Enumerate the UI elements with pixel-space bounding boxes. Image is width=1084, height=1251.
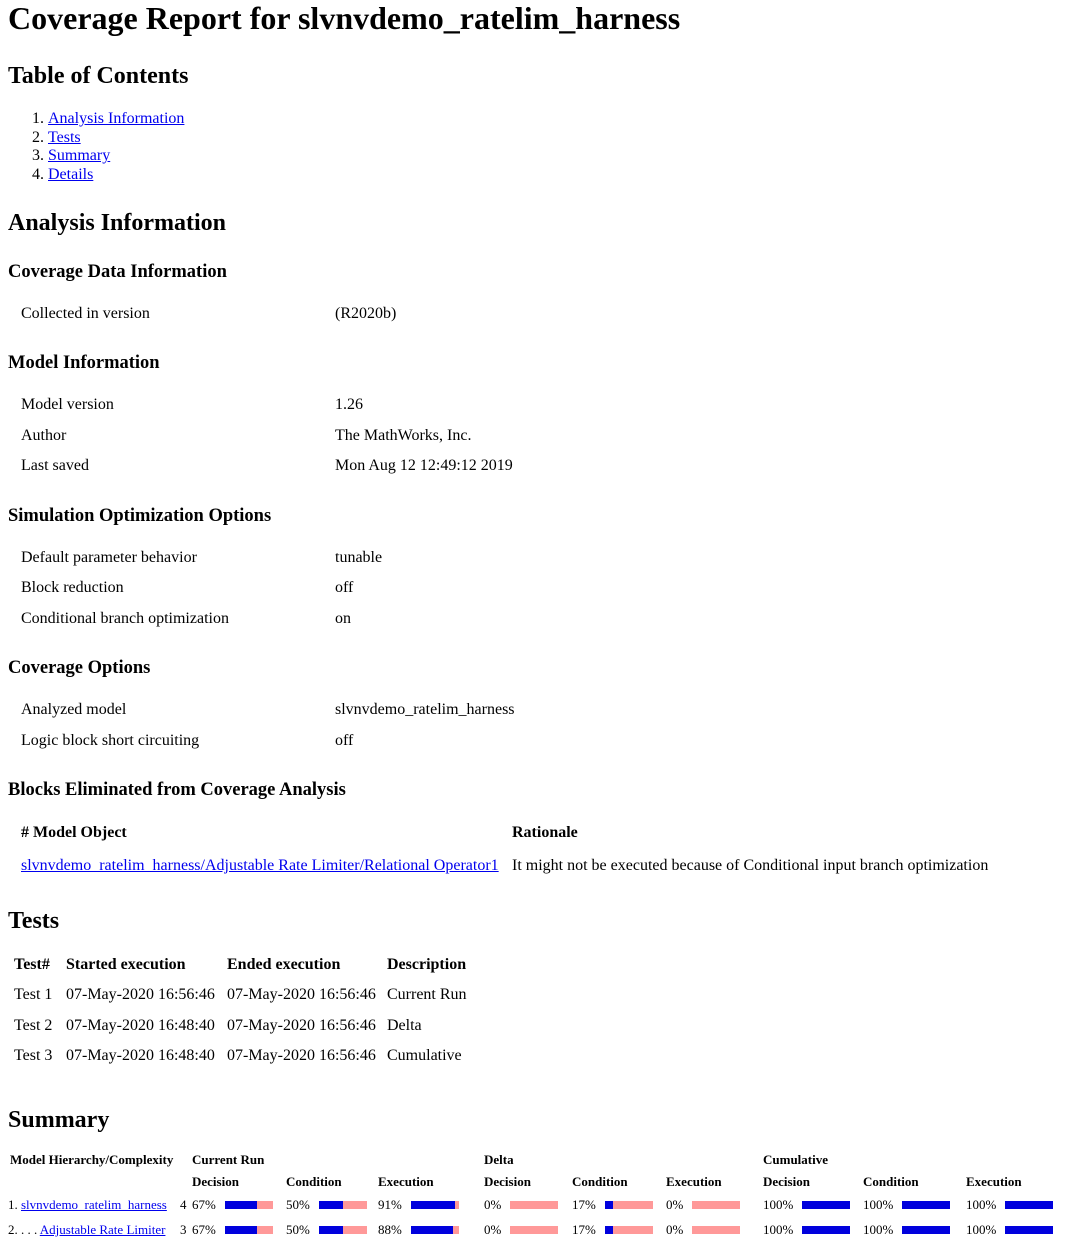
tests-cell: 07-May-2020 16:48:40 (66, 1046, 215, 1064)
metric-cell (666, 1193, 763, 1218)
info-row (21, 299, 396, 329)
metric (572, 1223, 666, 1238)
info-value: (R2020b) (335, 304, 397, 322)
analysis-sections (8, 262, 1084, 757)
metric (192, 1223, 286, 1238)
coverage-bar (802, 1226, 850, 1234)
info-label: Block reduction (21, 579, 124, 597)
info-value: The MathWorks, Inc. (335, 426, 472, 444)
tests-section-heading: Tests (8, 908, 60, 935)
summary-metric-header: Execution (378, 1173, 434, 1189)
metric (966, 1223, 1061, 1238)
coverage-bar-fill (319, 1226, 343, 1234)
metric-cell (192, 1193, 286, 1218)
metric-percent: 0% (484, 1196, 502, 1212)
coverage-bar (902, 1201, 950, 1209)
metric-percent: 100% (763, 1221, 794, 1237)
coverage-bar-fill (1005, 1201, 1053, 1209)
info-row (21, 604, 382, 634)
info-table-body (21, 299, 396, 329)
info-label: Logic block short circuiting (21, 731, 200, 749)
metric-percent: 100% (966, 1221, 997, 1237)
info-value: off (335, 579, 354, 597)
summary-metric-header: Condition (572, 1173, 628, 1189)
info-value: 1.26 (335, 396, 363, 414)
info-value: slvnvdemo_ratelim_harness (335, 701, 515, 719)
info-row (21, 421, 513, 451)
tests-cell: Current Run (387, 986, 467, 1004)
toc-item (48, 110, 1084, 128)
toc-item (48, 129, 1084, 147)
metric-cell (966, 1218, 1061, 1243)
hierarchy-prefix: 2. . . . (8, 1221, 38, 1237)
info-table (21, 543, 382, 634)
hierarchy-prefix: 1. (8, 1196, 18, 1212)
metric-percent: 100% (763, 1196, 794, 1212)
metric-percent: 100% (863, 1221, 894, 1237)
metric-percent: 50% (286, 1196, 310, 1212)
coverage-bar-fill (1005, 1226, 1053, 1234)
metric-percent: 67% (192, 1221, 216, 1237)
info-label: Analyzed model (21, 701, 127, 719)
tests-row (14, 1041, 475, 1071)
coverage-bar (225, 1201, 273, 1209)
coverage-bar (605, 1201, 653, 1209)
coverage-bar (605, 1226, 653, 1234)
coverage-bar-fill (902, 1226, 950, 1234)
summary-section-heading: Summary (8, 1107, 110, 1134)
metric (378, 1198, 484, 1213)
metric-cell (763, 1193, 863, 1218)
summary-metric-header: Decision (192, 1173, 239, 1189)
summary-group-header: Cumulative (763, 1151, 828, 1167)
summary-hierarchy-cell (8, 1218, 180, 1243)
info-row (21, 695, 515, 725)
metric-cell (378, 1218, 484, 1243)
blocks-eliminated-table (21, 817, 1000, 882)
info-value: on (335, 609, 351, 627)
coverage-bar (225, 1226, 273, 1234)
tests-table (14, 950, 475, 1072)
metric-percent: 17% (572, 1221, 596, 1237)
coverage-bar (692, 1201, 740, 1209)
tests-cell: 07-May-2020 16:56:46 (66, 986, 215, 1004)
metric-cell (666, 1218, 763, 1243)
metric-cell (286, 1218, 378, 1243)
coverage-bar (411, 1226, 459, 1234)
metric-percent: 0% (484, 1221, 502, 1237)
info-table (21, 695, 515, 756)
complexity-cell: 3 (180, 1221, 187, 1237)
metric (192, 1198, 286, 1213)
coverage-bar (510, 1226, 558, 1234)
metric-percent: 100% (863, 1196, 894, 1212)
tests-cell: Test 2 (14, 1016, 53, 1034)
metric-cell (966, 1193, 1061, 1218)
metric-cell (863, 1193, 966, 1218)
metric-cell (763, 1218, 863, 1243)
toc-heading: Table of Contents (8, 62, 189, 89)
metric-percent: 91% (378, 1196, 402, 1212)
metric-percent: 88% (378, 1221, 402, 1237)
coverage-bar-fill (225, 1201, 257, 1209)
blocks-model-object-cell (21, 850, 512, 882)
tests-cell: 07-May-2020 16:56:46 (227, 1046, 376, 1064)
tests-cell: Cumulative (387, 1046, 462, 1064)
summary-metric-header: Condition (286, 1173, 342, 1189)
summary-metric-header: Condition (863, 1173, 919, 1189)
blocks-rationale-cell: It might not be executed because of Conditional input branch optimization (512, 856, 989, 874)
metric-cell (572, 1218, 666, 1243)
info-label: Collected in version (21, 304, 150, 322)
toc-item (48, 166, 1084, 184)
subsection-heading: Model Information (8, 353, 160, 374)
metric (763, 1198, 863, 1213)
tests-column-header: Started execution (66, 955, 186, 973)
blocks-eliminated-heading: Blocks Eliminated from Coverage Analysis (8, 780, 346, 801)
metric-percent: 50% (286, 1221, 310, 1237)
metric (286, 1223, 378, 1238)
summary-group-header: Delta (484, 1151, 514, 1167)
metric (484, 1198, 572, 1213)
info-label: Default parameter behavior (21, 548, 197, 566)
coverage-bar (411, 1201, 459, 1209)
summary-metric-header: Execution (666, 1173, 722, 1189)
tests-row (14, 1011, 475, 1041)
blocks-header-row (21, 817, 1000, 849)
hierarchy-link[interactable]: slvnvdemo_ratelim_harness (21, 1196, 167, 1212)
summary-metric-header: Execution (966, 1173, 1022, 1189)
toc-item (48, 147, 1084, 165)
toc-link[interactable]: Tests (48, 128, 81, 146)
subsection-heading: Coverage Options (8, 658, 151, 679)
coverage-bar-fill (411, 1226, 453, 1234)
metric (763, 1223, 863, 1238)
info-value: tunable (335, 548, 383, 566)
info-label: Author (21, 426, 67, 444)
metric-cell (286, 1193, 378, 1218)
coverage-bar-fill (225, 1226, 257, 1234)
info-table-body (21, 543, 382, 634)
info-value: Mon Aug 12 12:49:12 2019 (335, 457, 513, 475)
coverage-bar-fill (319, 1201, 343, 1209)
coverage-bar-fill (802, 1226, 850, 1234)
summary-table (8, 1149, 1061, 1243)
tests-column-header: Description (387, 955, 467, 973)
metric-cell (484, 1218, 572, 1243)
subsection-heading: Coverage Data Information (8, 261, 227, 282)
info-table (21, 299, 396, 329)
tests-column-header: Test# (14, 955, 50, 973)
metric-percent: 0% (666, 1196, 684, 1212)
tests-cell: 07-May-2020 16:56:46 (227, 1016, 376, 1034)
metric (484, 1223, 572, 1238)
coverage-bar-fill (902, 1201, 950, 1209)
metric (863, 1223, 966, 1238)
page-title: Coverage Report for slvnvdemo_ratelim_harness (8, 0, 681, 36)
summary-group-header: Current Run (192, 1151, 265, 1167)
summary-hierarchy-cell (8, 1193, 180, 1218)
summary-row (8, 1193, 1061, 1218)
metric-cell (572, 1193, 666, 1218)
metric (378, 1223, 484, 1238)
metric (966, 1198, 1061, 1213)
summary-hierarchy-header: Model Hierarchy/Complexity (10, 1151, 174, 1167)
metric-percent: 67% (192, 1196, 216, 1212)
coverage-bar-fill (411, 1201, 455, 1209)
info-table-body (21, 390, 513, 481)
summary-row (8, 1218, 1061, 1243)
info-row (21, 390, 513, 420)
metric (863, 1198, 966, 1213)
subsection-heading: Simulation Optimization Options (8, 505, 272, 526)
tests-cell: Test 1 (14, 986, 53, 1004)
metric-percent: 100% (966, 1196, 997, 1212)
toc-list (8, 110, 1084, 184)
blocks-col-rationale: Rationale (512, 824, 578, 842)
metric (572, 1198, 666, 1213)
info-row (21, 543, 382, 573)
info-label: Conditional branch optimization (21, 609, 229, 627)
blocks-row (21, 850, 1000, 882)
info-label: Model version (21, 396, 114, 414)
coverage-bar-fill (802, 1201, 850, 1209)
info-value: off (335, 731, 354, 749)
tests-cell: 07-May-2020 16:56:46 (227, 986, 376, 1004)
coverage-bar-fill (605, 1201, 613, 1209)
summary-metric-header: Decision (763, 1173, 810, 1189)
coverage-bar (1005, 1226, 1053, 1234)
tests-cell: 07-May-2020 16:48:40 (66, 1016, 215, 1034)
tests-row (14, 980, 475, 1010)
coverage-bar (319, 1201, 367, 1209)
blocks-col-model-object: # Model Object (21, 824, 127, 842)
metric-cell (378, 1193, 484, 1218)
tests-header-row (14, 950, 475, 980)
metric (666, 1223, 763, 1238)
info-table (21, 390, 513, 481)
coverage-bar (902, 1226, 950, 1234)
metric-cell (863, 1218, 966, 1243)
analysis-section-heading: Analysis Information (8, 209, 227, 236)
model-object-link[interactable]: slvnvdemo_ratelim_harness/Adjustable Rate Limiter/Relational Operator1 (21, 856, 499, 874)
metric-cell (192, 1218, 286, 1243)
tests-cell: Test 3 (14, 1046, 53, 1064)
coverage-bar (510, 1201, 558, 1209)
metric-percent: 17% (572, 1196, 596, 1212)
toc-link[interactable]: Analysis Information (48, 110, 185, 128)
coverage-bar (319, 1226, 367, 1234)
coverage-bar (1005, 1201, 1053, 1209)
coverage-bar-fill (605, 1226, 613, 1234)
toc-link[interactable]: Details (48, 165, 94, 183)
metric-cell (484, 1193, 572, 1218)
summary-header-row-groups (8, 1149, 1061, 1171)
coverage-bar (692, 1226, 740, 1234)
metric-percent: 0% (666, 1221, 684, 1237)
info-row (21, 573, 382, 603)
summary-metric-header: Decision (484, 1173, 531, 1189)
complexity-cell: 4 (180, 1196, 187, 1212)
tests-column-header: Ended execution (227, 955, 341, 973)
info-table-body (21, 695, 515, 756)
coverage-bar (802, 1201, 850, 1209)
hierarchy-link[interactable]: Adjustable Rate Limiter (39, 1221, 166, 1237)
info-label: Last saved (21, 457, 89, 475)
tests-cell: Delta (387, 1016, 422, 1034)
metric (666, 1198, 763, 1213)
toc-link[interactable]: Summary (48, 147, 111, 165)
info-row (21, 726, 515, 756)
metric (286, 1198, 378, 1213)
info-row (21, 451, 513, 481)
